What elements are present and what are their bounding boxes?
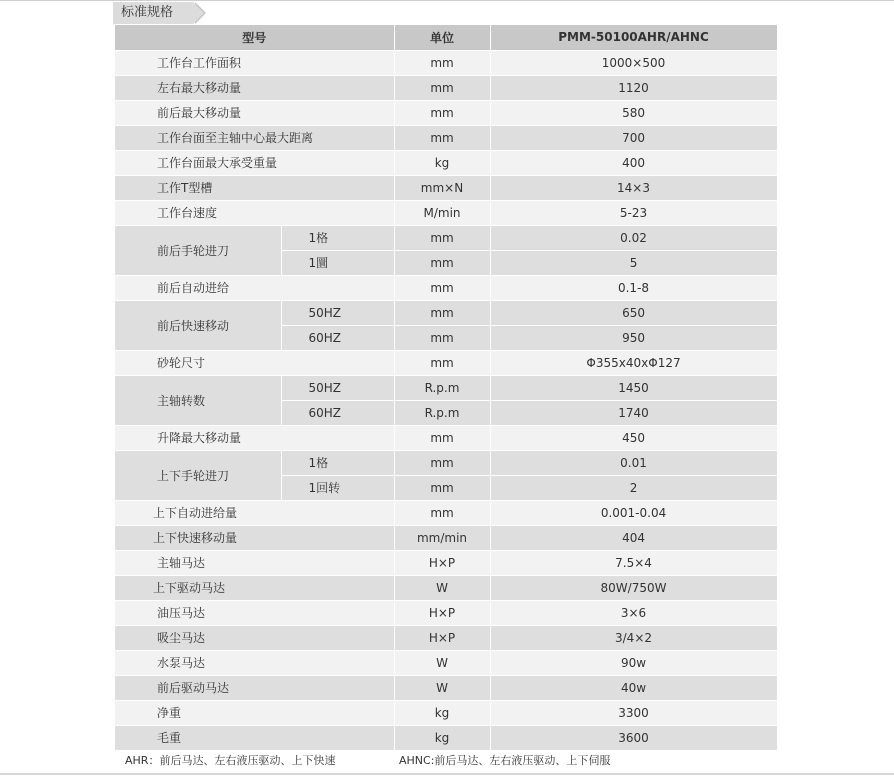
- param-value: 700: [490, 125, 777, 150]
- param-value: 80W/750W: [490, 575, 777, 600]
- table-row: [115, 275, 777, 300]
- table-row: [115, 125, 777, 150]
- param-value: 400: [490, 150, 777, 175]
- param-unit: H×P: [394, 550, 490, 575]
- table-row: [115, 500, 777, 525]
- footnote-ahr: AHR：前后马达、左右液压驱动、上下快速: [125, 754, 336, 767]
- param-name: 工作T型槽: [115, 175, 394, 200]
- param-value: 5-23: [490, 200, 777, 225]
- param-unit: mm: [394, 250, 490, 275]
- param-value: 650: [490, 300, 777, 325]
- param-unit: mm: [394, 425, 490, 450]
- param-unit: R.p.m: [394, 375, 490, 400]
- param-unit: W: [394, 650, 490, 675]
- param-value: 7.5×4: [490, 550, 777, 575]
- param-value: 450: [490, 425, 777, 450]
- param-unit: W: [394, 575, 490, 600]
- param-sub: 60HZ: [281, 400, 394, 425]
- table-row: [115, 625, 777, 650]
- param-value: 0.01: [490, 450, 777, 475]
- param-name: 前后快速移动: [115, 300, 281, 350]
- param-unit: mm: [394, 450, 490, 475]
- param-unit: R.p.m: [394, 400, 490, 425]
- bottom-divider: [0, 773, 894, 775]
- param-name: 上下手轮进刀: [115, 450, 281, 500]
- param-value: 40w: [490, 675, 777, 700]
- param-unit: W: [394, 675, 490, 700]
- param-value: 3×6: [490, 600, 777, 625]
- param-unit: mm: [394, 125, 490, 150]
- param-value: 0.1-8: [490, 275, 777, 300]
- param-name: 前后驱动马达: [115, 675, 394, 700]
- param-unit: mm: [394, 225, 490, 250]
- param-name: 左右最大移动量: [115, 75, 394, 100]
- param-name: 前后最大移动量: [115, 100, 394, 125]
- model-value: PMM-50100AHR/AHNC: [490, 25, 777, 50]
- table-row: [115, 175, 777, 200]
- param-unit: mm: [394, 300, 490, 325]
- param-name: 前后自动进给: [115, 275, 394, 300]
- table-row: [115, 350, 777, 375]
- param-value: 1120: [490, 75, 777, 100]
- param-unit: mm: [394, 500, 490, 525]
- param-unit: mm: [394, 100, 490, 125]
- param-value: 2: [490, 475, 777, 500]
- param-unit: kg: [394, 150, 490, 175]
- tab-arrow: [193, 2, 204, 24]
- param-unit: mm: [394, 50, 490, 75]
- param-unit: mm×N: [394, 175, 490, 200]
- param-unit: mm: [394, 75, 490, 100]
- table-row: [115, 225, 777, 250]
- param-unit: mm: [394, 325, 490, 350]
- param-value: 3600: [490, 725, 777, 750]
- param-sub: 1回转: [281, 475, 394, 500]
- param-name: 上下驱动马达: [115, 575, 394, 600]
- param-name: 工作台速度: [115, 200, 394, 225]
- param-unit: mm/min: [394, 525, 490, 550]
- param-name: 上下自动进给量: [115, 500, 394, 525]
- param-name: 工作台面至主轴中心最大距离: [115, 125, 394, 150]
- param-name: 主轴转数: [115, 375, 281, 425]
- param-name: 吸尘马达: [115, 625, 394, 650]
- param-unit: kg: [394, 725, 490, 750]
- table-row: [115, 150, 777, 175]
- param-unit: mm: [394, 350, 490, 375]
- table-row: [115, 525, 777, 550]
- table-row: [115, 700, 777, 725]
- footnote-ahnc: AHNC:前后马达、左右液压驱动、上下伺服: [399, 754, 611, 767]
- param-value: Φ355x40xΦ127: [490, 350, 777, 375]
- param-name: 水泵马达: [115, 650, 394, 675]
- section-tab-label: 标准规格: [113, 2, 193, 24]
- param-sub: 50HZ: [281, 375, 394, 400]
- param-value: 580: [490, 100, 777, 125]
- param-value: 950: [490, 325, 777, 350]
- param-unit: mm: [394, 475, 490, 500]
- table-row: [115, 725, 777, 750]
- param-value: 0.02: [490, 225, 777, 250]
- spec-table: [115, 25, 778, 751]
- param-name: 前后手轮进刀: [115, 225, 281, 275]
- param-unit: mm: [394, 275, 490, 300]
- param-name: 油压马达: [115, 600, 394, 625]
- param-name: 砂轮尺寸: [115, 350, 394, 375]
- param-value: 0.001-0.04: [490, 500, 777, 525]
- param-sub: 60HZ: [281, 325, 394, 350]
- table-row: [115, 200, 777, 225]
- table-row: [115, 100, 777, 125]
- table-row: [115, 425, 777, 450]
- param-sub: 1圜: [281, 250, 394, 275]
- table-row: [115, 600, 777, 625]
- table-row: [115, 675, 777, 700]
- param-unit: kg: [394, 700, 490, 725]
- param-value: 5: [490, 250, 777, 275]
- param-value: 404: [490, 525, 777, 550]
- param-value: 14×3: [490, 175, 777, 200]
- table-row: [115, 550, 777, 575]
- param-unit: H×P: [394, 625, 490, 650]
- param-value: 3/4×2: [490, 625, 777, 650]
- param-name: 净重: [115, 700, 394, 725]
- param-unit: H×P: [394, 600, 490, 625]
- table-row: [115, 50, 777, 75]
- model-label: 型号: [115, 25, 394, 50]
- table-row: [115, 450, 777, 475]
- param-value: 90w: [490, 650, 777, 675]
- param-unit: M/min: [394, 200, 490, 225]
- table-row: [115, 300, 777, 325]
- param-value: 1000×500: [490, 50, 777, 75]
- top-divider: [0, 0, 894, 1]
- param-name: 毛重: [115, 725, 394, 750]
- table-row: [115, 575, 777, 600]
- param-name: 工作台工作面积: [115, 50, 394, 75]
- param-value: 1450: [490, 375, 777, 400]
- table-row: [115, 650, 777, 675]
- table-row: [115, 375, 777, 400]
- param-sub: 1格: [281, 225, 394, 250]
- param-sub: 1格: [281, 450, 394, 475]
- table-row: [115, 75, 777, 100]
- param-name: 上下快速移动量: [115, 525, 394, 550]
- unit-label: 单位: [394, 25, 490, 50]
- param-value: 3300: [490, 700, 777, 725]
- table-header-row: [115, 25, 777, 50]
- param-name: 升降最大移动量: [115, 425, 394, 450]
- param-sub: 50HZ: [281, 300, 394, 325]
- param-name: 工作台面最大承受重量: [115, 150, 394, 175]
- param-name: 主轴马达: [115, 550, 394, 575]
- param-value: 1740: [490, 400, 777, 425]
